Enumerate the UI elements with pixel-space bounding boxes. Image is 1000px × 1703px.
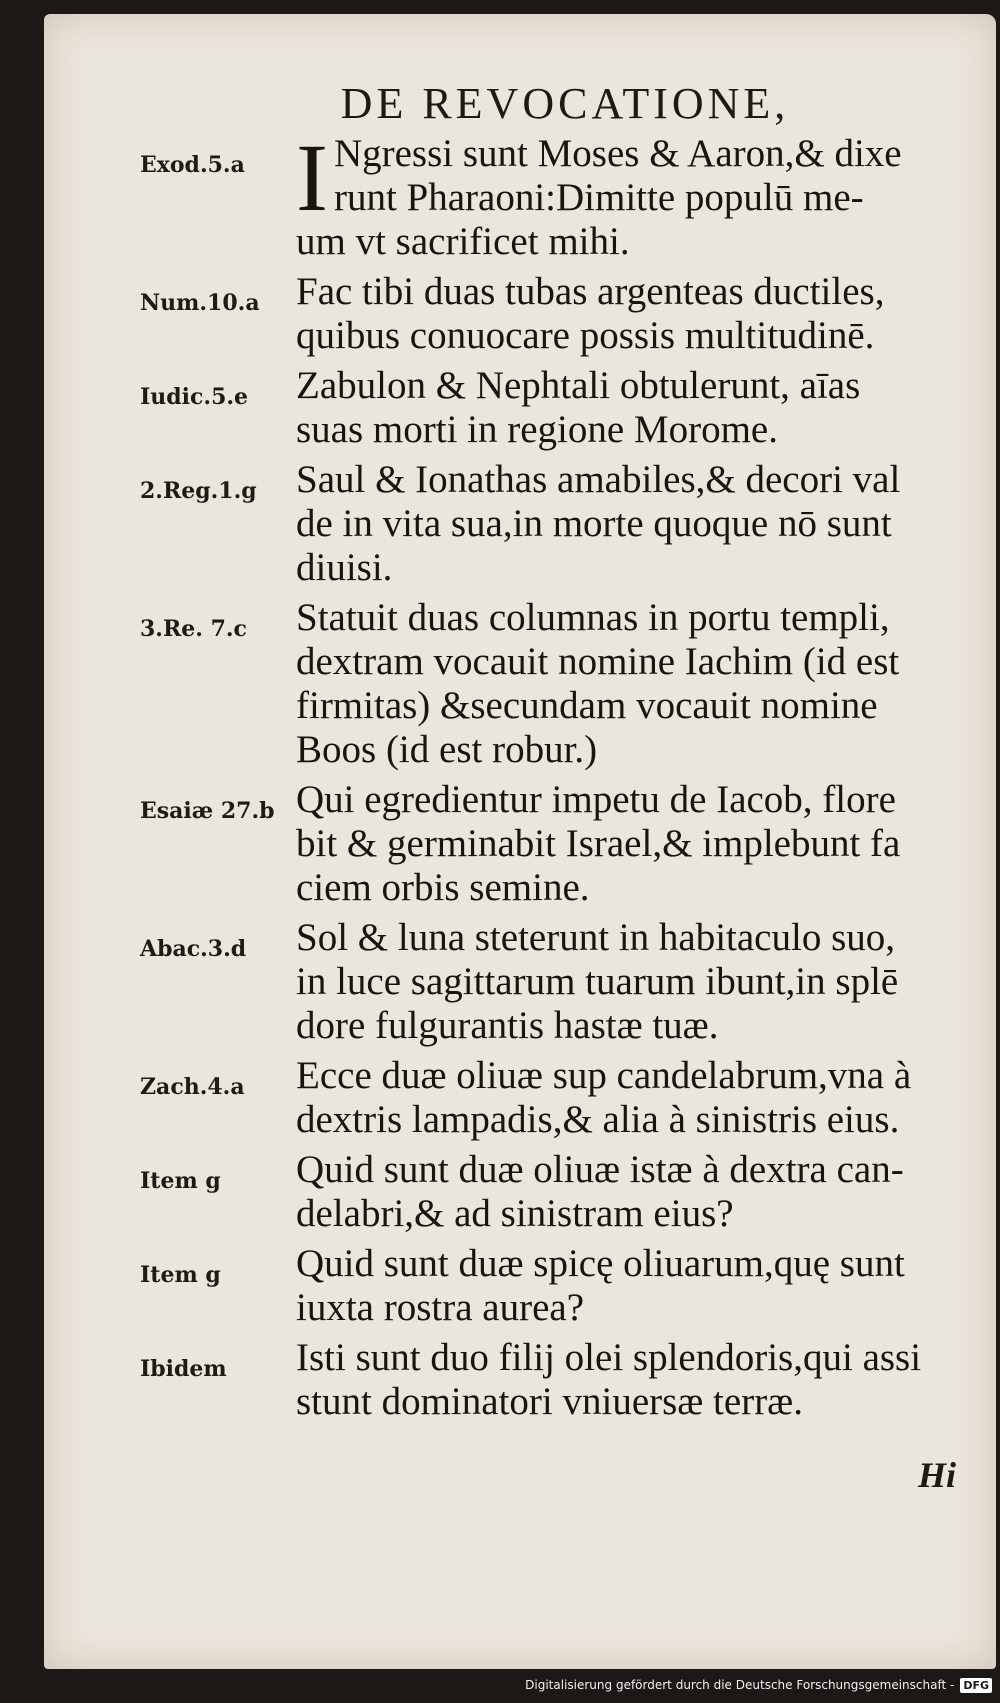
verse-line: Fac tibi duas tubas argenteas ductiles, [296,270,885,313]
verse-text [296,1336,966,1424]
verse-text [296,916,966,1048]
verse-line: delabri,& ad sinistram eius? [296,1192,734,1235]
verse-list [44,124,996,1430]
verse-text [296,458,966,590]
verse-line: Zabulon & Nephtali obtulerunt, aīas [296,364,861,407]
entry-exod [44,124,996,264]
margin-reference: Zach.4.a [140,1074,245,1100]
drop-capital: I [296,124,328,231]
verse-line: Statuit duas columnas in portu templi, [296,596,890,639]
margin-reference: Abac.3.d [140,936,247,962]
entry-item-2 [44,1242,996,1330]
digitization-footer [0,1673,1000,1697]
verse-text [296,270,966,358]
dfg-logo: DFG [960,1678,992,1693]
verse-line: Ngressi sunt Moses & Aaron,& dixe [333,132,902,175]
verse-line: firmitas) &secundam vocauit nomine [296,684,878,727]
entry-ibidem [44,1336,996,1424]
entry-abac [44,916,996,1048]
verse-line: quibus conuocare possis multitudinē. [296,314,875,357]
verse-line: suas morti in regione Morome. [296,408,778,451]
verse-text [296,1054,966,1142]
verse-line: Sol & luna steterunt in habitaculo suo, [296,916,895,959]
entry-3re [44,596,996,772]
margin-reference: Ibidem [140,1356,227,1382]
verse-text [296,778,966,910]
verse-text [296,364,966,452]
verse-line: Boos (id est robur.) [296,728,598,771]
verse-text [296,596,966,772]
verse-line: Isti sunt duo filij olei splendoris,qui assi [296,1336,922,1379]
margin-reference: Iudic.5.e [140,384,249,410]
margin-reference: Item g [140,1168,221,1194]
margin-reference: 3.Re. 7.c [140,616,247,642]
verse-line: iuxta rostra aurea? [296,1286,585,1329]
running-header: DE REVOCATIONE, [340,79,790,128]
verse-line: Quid sunt duæ oliuæ istæ à dextra can- [296,1148,904,1191]
entry-zach [44,1054,996,1142]
entry-iudic [44,364,996,452]
verse-line: Quid sunt duæ spicę oliuarum,quę sunt [296,1242,905,1285]
verse-line: bit & germinabit Israel,& implebunt fa [296,822,901,865]
verse-line: dore fulgurantis hastæ tuæ. [296,1004,719,1047]
verse-line: dextris lampadis,& alia à sinistris eius. [296,1098,900,1141]
verse-text [296,124,966,264]
verse-line: dextram vocauit nomine Iachim (id est [296,640,900,683]
verse-line: Saul & Ionathas amabiles,& decori val [296,458,901,501]
verse-line: Ecce duæ oliuæ sup candelabrum,vna à [296,1054,912,1097]
margin-reference: Exod.5.a [140,152,245,178]
margin-reference: Esaiæ 27.b [140,798,275,824]
verse-line: stunt dominatori vniuersæ terræ. [296,1380,803,1423]
catchword: Hi [917,1455,956,1495]
entry-item-1 [44,1148,996,1236]
book-page [44,14,996,1669]
entry-num [44,270,996,358]
verse-line: runt Pharaoni:Dimitte populū me- [333,176,864,219]
verse-line: Qui egredientur impetu de Iacob, flore [296,778,896,821]
margin-reference: Num.10.a [140,290,260,316]
entry-esaiae [44,778,996,910]
verse-text [296,1148,966,1236]
verse-line: ciem orbis semine. [296,866,590,909]
footer-credit: Digitalisierung gefördert durch die Deutsche Forschungsgemeinschaft - [525,1678,955,1692]
margin-reference: Item g [140,1262,221,1288]
verse-line: in luce sagittarum tuarum ibunt,in splē [296,960,899,1003]
verse-line: de in vita sua,in morte quoque nō sunt [296,502,892,545]
entry-2reg [44,458,996,590]
margin-reference: 2.Reg.1.g [140,478,257,504]
verse-line: um vt sacrificet mihi. [296,220,630,263]
verse-text [296,1242,966,1330]
verse-line: diuisi. [296,546,393,589]
